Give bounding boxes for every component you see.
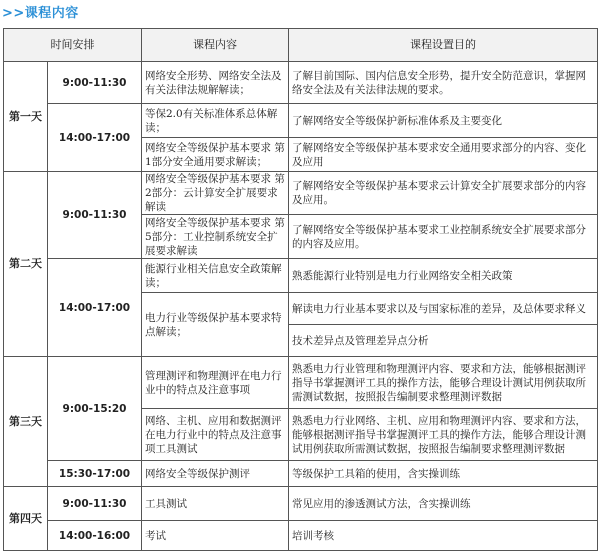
time-slot: 14:00-17:00 (48, 104, 142, 172)
day-label: 第三天 (4, 357, 48, 487)
time-slot: 15:30-17:00 (48, 461, 142, 487)
section-title: >>课程内容 (2, 6, 79, 21)
time-slot: 14:00-17:00 (48, 259, 142, 357)
course-content: 能源行业相关信息安全政策解读； (142, 259, 289, 293)
course-purpose: 了解网络安全等级保护基本要求云计算安全扩展要求部分的内容及应用。 (289, 172, 598, 215)
course-purpose: 常见应用的渗透测试方法，含实操训练 (289, 487, 598, 521)
course-purpose: 了解网络安全等级保护新标准体系及主要变化 (289, 104, 598, 138)
course-purpose: 等级保护工具箱的使用，含实操训练 (289, 461, 598, 487)
course-content: 考试 (142, 521, 289, 551)
day-label: 第一天 (4, 62, 48, 172)
course-content: 网络安全形势、网络安全法及有关法律法规解解读； (142, 62, 289, 104)
course-content: 电力行业等级保护基本要求特点解读； (142, 293, 289, 357)
course-content: 管理测评和物理测评在电力行业中的特点及注意事项 (142, 357, 289, 409)
course-content: 等保2.0有关标准体系总体解读； (142, 104, 289, 138)
header-content: 课程内容 (142, 29, 289, 62)
course-content: 网络安全等级保护基本要求 第1部分安全通用要求解读； (142, 138, 289, 172)
time-slot: 14:00-16:00 (48, 521, 142, 551)
time-slot: 9:00-15:20 (48, 357, 142, 461)
course-content: 网络、主机、应用和数据测评在电力行业中的特点及注意事项工具测试 (142, 409, 289, 461)
course-purpose: 技术差异点及管理差异点分析 (289, 325, 598, 357)
course-purpose: 熟悉能源行业特别是电力行业网络安全相关政策 (289, 259, 598, 293)
course-content: 网络安全等级保护基本要求 第2部分：云计算安全扩展要求解读 (142, 172, 289, 215)
course-purpose: 了解网络安全等级保护基本要求工业控制系统安全扩展要求部分的内容及应用。 (289, 215, 598, 259)
course-purpose: 熟悉电力行业网络、主机、应用和物理测评内容、要求和方法，能够根据测评指导书掌握测评工具的操作方法，能够合理设计测试用例获取所需测试数据，按照报告编制要求整理测评数据 (289, 409, 598, 461)
day-label: 第四天 (4, 487, 48, 551)
course-content: 网络安全等级保护基本要求 第5部分：工业控制系统安全扩展要求解读 (142, 215, 289, 259)
time-slot: 9:00-11:30 (48, 487, 142, 521)
time-slot: 9:00-11:30 (48, 172, 142, 259)
course-content: 工具测试 (142, 487, 289, 521)
header-time: 时间安排 (4, 29, 142, 62)
course-purpose: 熟悉电力行业管理和物理测评内容、要求和方法，能够根据测评指导书掌握测评工具的操作方法，能够合理设计测试用例获取所需测试数据，按照报告编制要求整理测评数据 (289, 357, 598, 409)
header-purpose: 课程设置目的 (289, 29, 598, 62)
course-purpose: 了解网络安全等级保护基本要求安全通用要求部分的内容、变化及应用 (289, 138, 598, 172)
course-schedule-table (3, 28, 598, 551)
course-purpose: 解读电力行业基本要求以及与国家标准的差异，及总体要求释义 (289, 293, 598, 325)
time-slot: 9:00-11:30 (48, 62, 142, 104)
course-purpose: 了解目前国际、国内信息安全形势，提升安全防范意识，掌握网络安全法及有关法律法规的要求。 (289, 62, 598, 104)
course-content: 网络安全等级保护测评 (142, 461, 289, 487)
course-purpose: 培训考核 (289, 521, 598, 551)
day-label: 第二天 (4, 172, 48, 357)
